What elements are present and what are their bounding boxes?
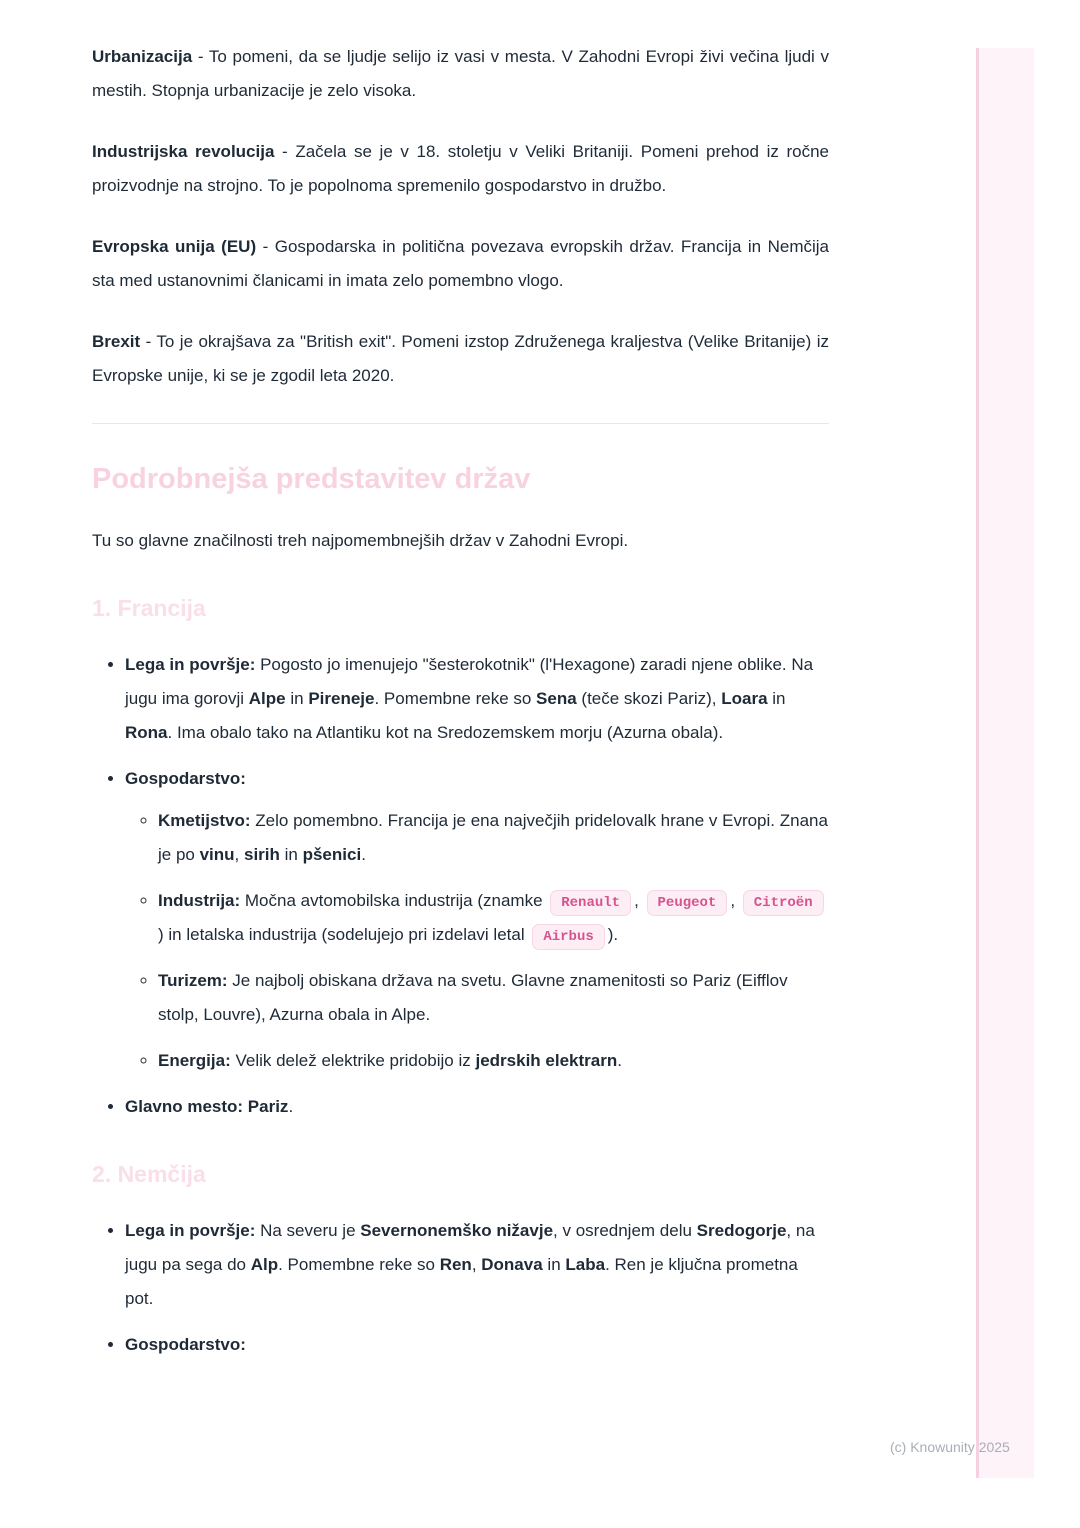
- definition-industrijska-revolucija: Industrijska revolucija - Začela se je v 18. stoletju v Veliki Britaniji. Pomeni prehod iz ročne proizvodnje na strojno. To je popolnoma spremenilo gospodarstvo in družbo.: [92, 142, 829, 195]
- germany-gospodarstvo-label: Gospodarstvo:: [125, 1335, 246, 1354]
- definition-brexit: Brexit - To je okrajšava za "British exit". Pomeni izstop Združenega kraljestva (Velike Britanije) iz Evropske unije, ki se je zgodil leta 2020.: [92, 332, 829, 385]
- definition-evropska-unija: Evropska unija (EU) - Gospodarska in politična povezava evropskih držav. Francija in Nemčija sta med ustanovnimi članicami in imata zelo pomembno vlogo.: [92, 237, 829, 290]
- france-bullet-gospodarstvo: [125, 762, 829, 1078]
- code-badge: Airbus: [532, 924, 604, 950]
- definition-urbanizacija: Urbanizacija - To pomeni, da se ljudje selijo iz vasi v mesta. V Zahodni Evropi živi večina ljudi v mestih. Stopnja urbanizacije je zelo visoka.: [92, 47, 829, 100]
- france-subbullet-energija: ◦ Energija: Velik delež elektrike pridobijo iz jedrskih elektrarn.: [158, 1044, 829, 1078]
- france-subbullet-turizem: ◦ Turizem: Je najbolj obiskana država na svetu. Glavne znamenitosti so Pariz (Eifflov stolp, Louvre), Azurna obala in Alpe.: [158, 964, 829, 1032]
- code-badge: Peugeot: [647, 890, 728, 916]
- france-bullet-lega-povrsje: • Lega in površje: Pogosto jo imenujejo "šesterokotnik" (l'Hexagone) zaradi njene oblike. Na jugu ima gorovji Alpe in Pireneje. Pomembne reke so Sena (teče skozi Pariz), Loara in Rona. Ima obalo tako na Atlantiku kot na Sredozemskem morju (Azurna obala).: [125, 648, 829, 750]
- france-list: [92, 648, 829, 1124]
- section-title: Podrobnejša predstavitev držav: [92, 463, 531, 495]
- country-heading-france: 1. Francija: [92, 595, 206, 621]
- france-subbullet-industrija: ◦ Industrija: Močna avtomobilska industrija (znamke Renault , Peugeot , Citroën) in letalska industrija (sodelujejo pri izdelavi letal Airbus ).: [158, 884, 829, 952]
- germany-list: [92, 1214, 829, 1362]
- copyright-watermark: (c) Knowunity 2025: [890, 1439, 1010, 1455]
- section-intro: Tu so glavne značilnosti treh najpomembnejših držav v Zahodni Evropi.: [92, 531, 629, 550]
- document-content: [92, 40, 829, 1374]
- germany-bullet-lega-povrsje: • Lega in površje: Na severu je Severnonemško nižavje, v osrednjem delu Sredogorje, na jugu pa sega do Alp. Pomembne reke so Ren, Donava in Laba. Ren je ključna prometna pot.: [125, 1214, 829, 1316]
- france-bullet-glavno-mesto: • Glavno mesto: Pariz.: [125, 1090, 829, 1124]
- france-gospodarstvo-label: Gospodarstvo:: [125, 769, 246, 788]
- france-subbullet-kmetijstvo: ◦ Kmetijstvo: Zelo pomembno. Francija je ena največjih pridelovalk hrane v Evropi. Znana je po vinu, sirih in pšenici.: [158, 804, 829, 872]
- germany-bullet-gospodarstvo: [125, 1328, 829, 1362]
- code-badge: Renault: [550, 890, 631, 916]
- code-badge: Citroën: [743, 890, 824, 916]
- country-heading-germany: 2. Nemčija: [92, 1161, 206, 1187]
- france-gospodarstvo-sublist: [125, 804, 829, 1078]
- page-side-strip: [976, 48, 1034, 1478]
- section-divider: [92, 423, 829, 424]
